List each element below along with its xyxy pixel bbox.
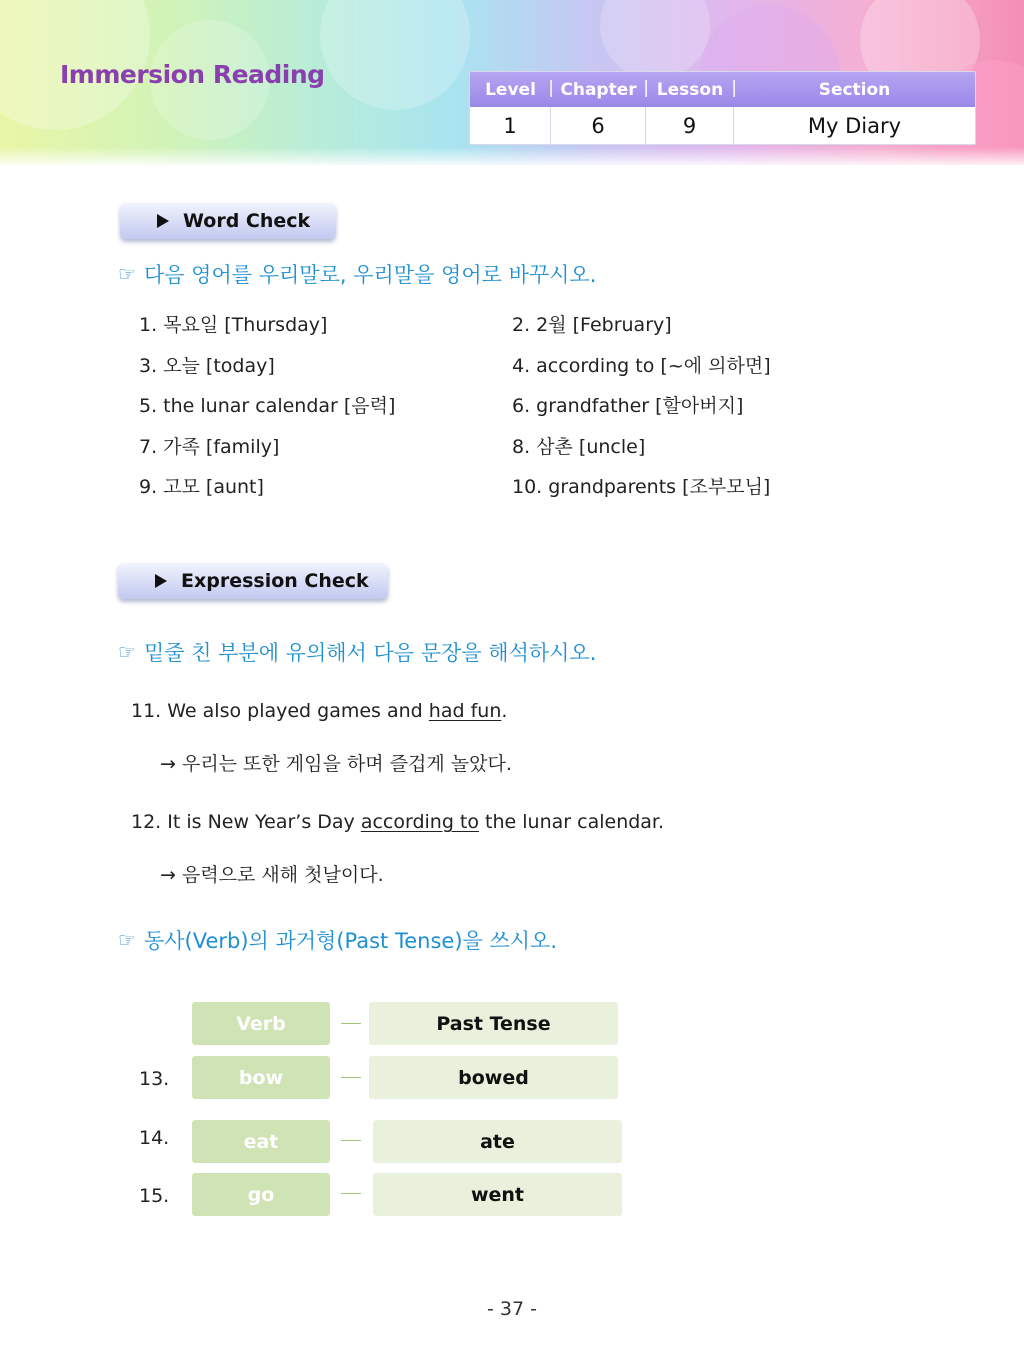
page-number: - 37 - <box>487 1298 537 1320</box>
past-tense-header: Past Tense <box>369 1002 618 1045</box>
past-tense-cell: bowed <box>369 1056 618 1099</box>
row-number: 14. <box>139 1127 170 1149</box>
lesson-header: Lesson | <box>646 72 734 107</box>
lesson-info-header <box>470 72 975 107</box>
section-value: My Diary <box>807 113 902 138</box>
lesson-info-values <box>470 107 975 144</box>
word-item: 1. 목요일 [Thursday] <box>139 314 328 336</box>
dash-divider <box>341 1140 361 1141</box>
word-item: 6. grandfather [할아버지] <box>512 395 744 417</box>
underlined-expression: had fun <box>428 700 502 722</box>
past-tense-cell: ate <box>373 1120 622 1163</box>
brand-title: Immersion Reading <box>60 60 325 89</box>
past-tense-cell: went <box>373 1173 622 1216</box>
verb-cell: go <box>192 1173 330 1216</box>
row-number: 15. <box>139 1185 170 1207</box>
pointing-hand-icon: ☞ <box>118 262 136 286</box>
pointing-hand-icon: ☞ <box>118 640 136 664</box>
dash-divider <box>341 1193 361 1194</box>
expression-sentence-11: 11. We also played games and had fun. <box>131 700 508 722</box>
section-header: Section <box>818 79 891 100</box>
chapter-header: Chapter | <box>551 72 646 107</box>
play-triangle-icon <box>157 214 169 228</box>
underlined-expression: according to <box>360 811 480 833</box>
row-number: 13. <box>139 1068 170 1090</box>
dash-divider <box>341 1077 361 1078</box>
verb-header: Verb <box>192 1002 330 1045</box>
word-item: 8. 삼촌 [uncle] <box>512 436 646 458</box>
lesson-value: 9 <box>646 107 734 144</box>
expression-answer-12: → 음력으로 새해 첫날이다. <box>160 864 384 886</box>
pointing-hand-icon: ☞ <box>118 928 136 952</box>
word-item: 9. 고모 [aunt] <box>139 476 264 498</box>
dash-divider <box>341 1023 361 1024</box>
word-item: 5. the lunar calendar [음력] <box>139 395 396 417</box>
level-header: Level | <box>470 72 551 107</box>
word-item: 3. 오늘 [today] <box>139 355 275 377</box>
chapter-value: 6 <box>551 107 646 144</box>
header-banner <box>0 0 1024 165</box>
word-check-instruction: ☞ 다음 영어를 우리말로, 우리말을 영어로 바꾸시오. <box>118 262 597 287</box>
level-value: 1 <box>470 107 551 144</box>
word-item: 10. grandparents [조부모님] <box>512 476 771 498</box>
verb-cell: bow <box>192 1056 330 1099</box>
lesson-info-table <box>469 71 976 145</box>
word-item: 4. according to [~에 의하면] <box>512 355 771 377</box>
expression-check-instruction: ☞ 밑줄 친 부분에 유의해서 다음 문장을 해석하시오. <box>118 640 597 665</box>
expression-sentence-12: 12. It is New Year’s Day according to the lunar calendar. <box>131 811 665 833</box>
word-check-heading: Word Check <box>120 203 336 239</box>
play-triangle-icon <box>155 574 167 588</box>
expression-answer-11: → 우리는 또한 게임을 하며 즐겁게 놀았다. <box>160 753 512 775</box>
expression-check-heading: Expression Check <box>118 563 388 599</box>
past-tense-instruction: ☞ 동사(Verb)의 과거형(Past Tense)을 쓰시오. <box>118 928 558 953</box>
word-item: 7. 가족 [family] <box>139 436 280 458</box>
verb-cell: eat <box>192 1120 330 1163</box>
word-item: 2. 2월 [February] <box>512 314 672 336</box>
